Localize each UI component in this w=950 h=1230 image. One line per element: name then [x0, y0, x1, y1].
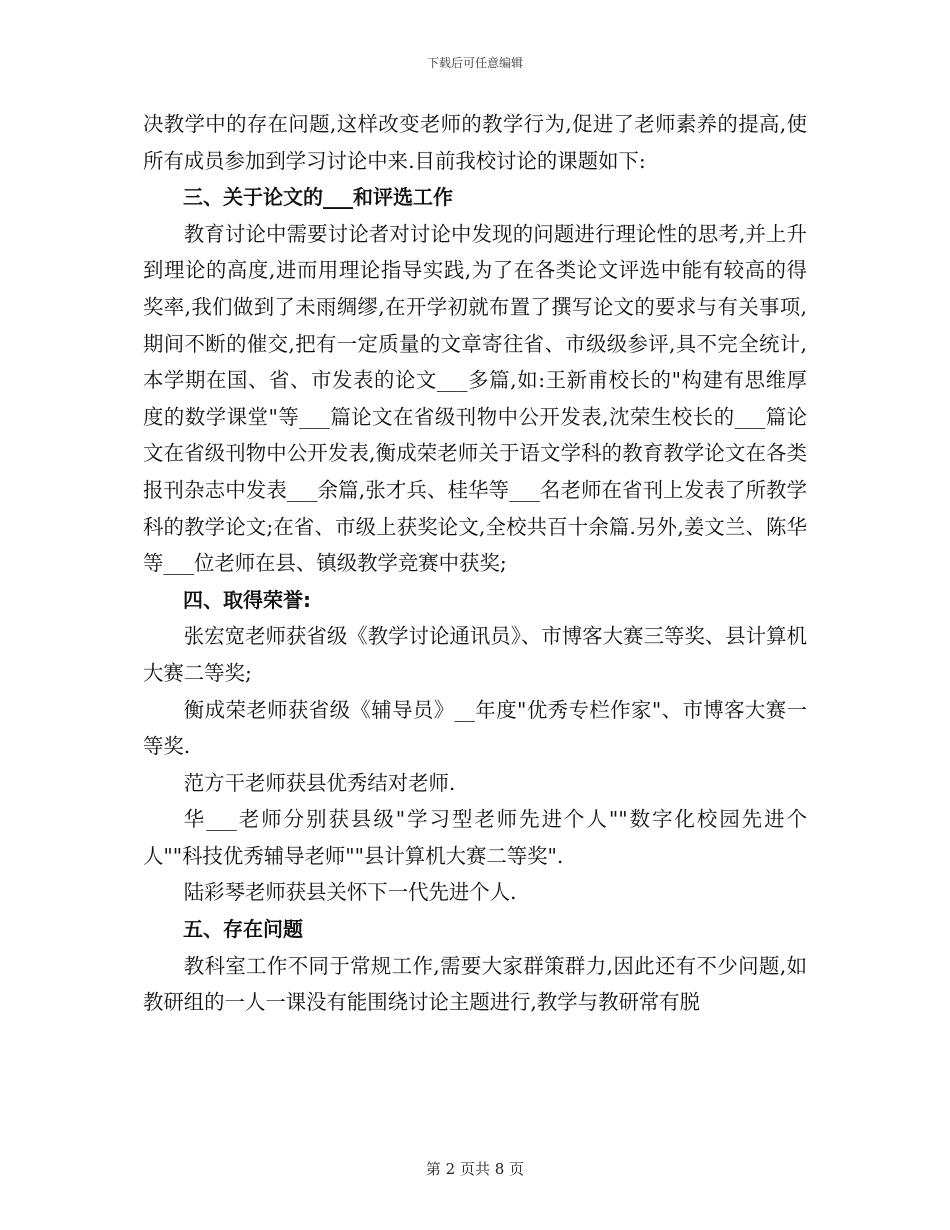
paragraph-continuation: 决教学中的存在问题,这样改变老师的教学行为,促进了老师素养的提高,使所有成员参加到学习讨论中来.目前我校讨论的课题如下: — [143, 112, 807, 173]
page-header: 下载后可任意编辑 — [426, 56, 523, 70]
document-body — [143, 106, 807, 1021]
section-heading-4: 四、取得荣誉: — [183, 587, 311, 612]
paragraph-honor-2: 衡成荣老师获省级《辅导员》__年度"优秀专栏作家"、市博客大赛一等奖. — [143, 697, 807, 759]
paragraph-honor-4: 华___老师分别获县级"学习型老师先进个人""数字化校园先进个人""科技优秀辅导老师""县计算机大赛二等奖". — [143, 807, 807, 868]
section-heading-3: 三、关于论文的___和评选工作 — [183, 185, 453, 210]
section-heading-5: 五、存在问题 — [183, 917, 303, 942]
paragraph-papers: 教育讨论中需要讨论者对讨论中发现的问题进行理论性的思考,并上升到理论的高度,进而用理论指导实践,为了在各类论文评选中能有较高的得奖率,我们做到了未雨绸缪,在开学初就布置了撰写论文的要求与有关事项,期间不断的催交,把有一定质量的文章寄往省、市级级参评,具不完全统计,本学期在国、省、市发表的论文___多篇,如:王新甫校长的"构建有思维厚度的数学课堂"等___篇论文在省级刊物中公开发表,沈荣生校长的___篇论文在省级刊物中公开发表,衡成荣老师关于语文学科的教育教学论文在各类报刊杂志中发表___余篇,张才兵、桂华等___名老师在省刊上发表了所教学科的教学论文;在省、市级上获奖论文,全校共百十余篇.另外,姜文兰、陈华等___位老师在县、镇级教学竞赛中获奖; — [143, 221, 807, 576]
paragraph-problems: 教科室工作不同于常规工作,需要大家群策群力,因此还有不少问题,如教研组的一人一课没有能围绕讨论主题进行,教学与教研常有脱 — [143, 953, 807, 1015]
paragraph-honor-3: 范方干老师获县优秀结对老师. — [183, 770, 456, 795]
paragraph-honor-1: 张宏宽老师获省级《教学讨论通讯员》、市博客大赛三等奖、县计算机大赛二等奖; — [143, 624, 807, 685]
paragraph-honor-5: 陆彩琴老师获县关怀下一代先进个人. — [183, 880, 517, 905]
page-number: 第 2 页共 8 页 — [425, 1160, 525, 1178]
